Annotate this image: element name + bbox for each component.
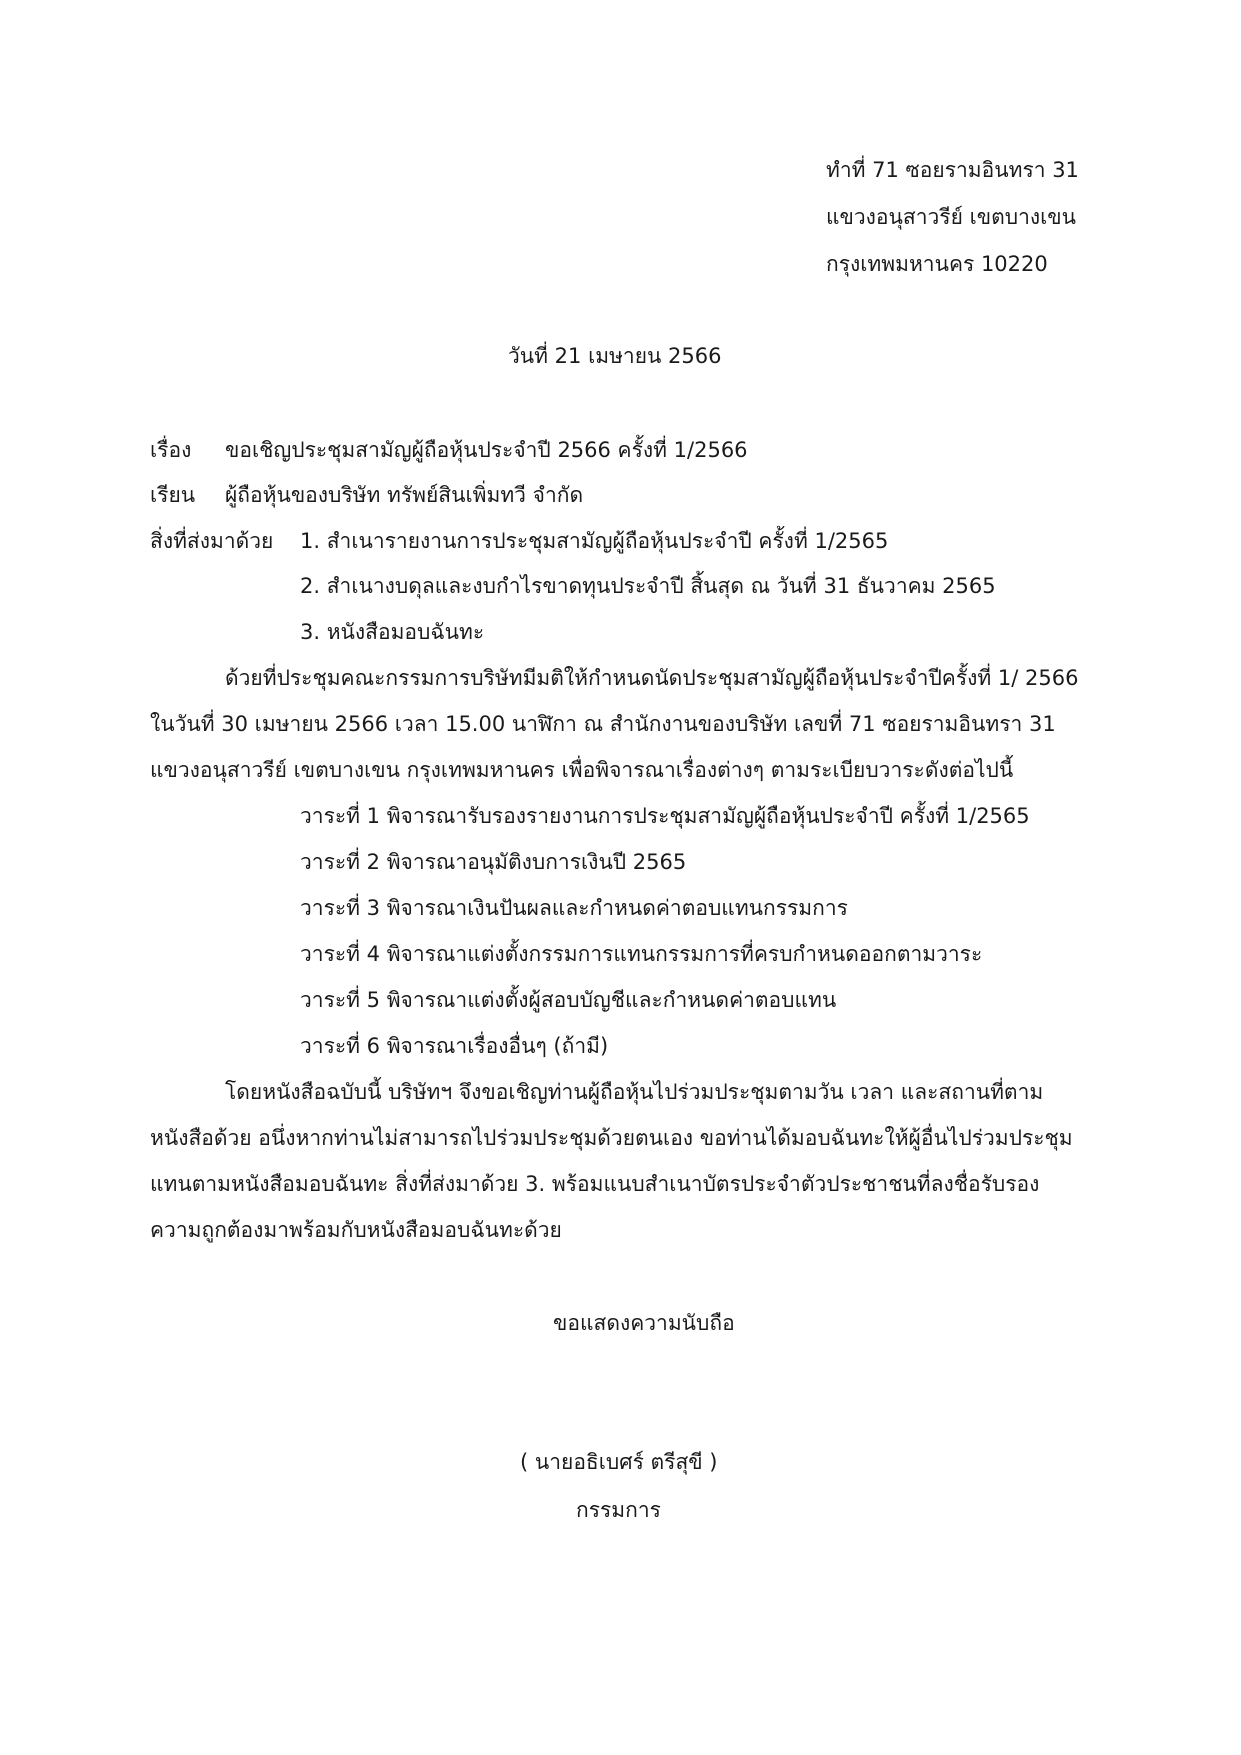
enclosures-label: สิ่งที่ส่งมาด้วย <box>150 529 274 553</box>
agenda-item-3: วาระที่ 3 พิจารณาเงินปันผลและกำหนดค่าตอบแทนกรรมการ <box>300 896 848 920</box>
agenda-item-1: วาระที่ 1 พิจารณารับรองรายงานการประชุมสามัญผู้ถือหุ้นประจำปี ครั้งที่ 1/2565 <box>300 804 1030 828</box>
address-line-2: แขวงอนุสาวรีย์ เขตบางเขน <box>826 205 1077 229</box>
body2-line: โดยหนังสือฉบับนี้ บริษัทฯ จึงขอเชิญท่านผู้ถือหุ้นไปร่วมประชุมตามวัน เวลา และสถานที่ตาม <box>225 1080 1044 1104</box>
body2-line: แทนตามหนังสือมอบฉันทะ สิ่งที่ส่งมาด้วย 3. พร้อมแนบสำเนาบัตรประจำตัวประชาชนที่ลงชื่อรับรอง <box>150 1172 1040 1196</box>
body2-line: หนังสือด้วย อนึ่งหากท่านไม่สามารถไปร่วมประชุมด้วยตนเอง ขอท่านได้มอบฉันทะให้ผู้อื่นไปร่วมประชุม <box>150 1126 1073 1150</box>
signer-title: กรรมการ <box>576 1498 661 1522</box>
agenda-item-2: วาระที่ 2 พิจารณาอนุมัติงบการเงินปี 2565 <box>300 850 687 874</box>
subject-label: เรื่อง <box>150 438 192 462</box>
body1-line: ในวันที่ 30 เมษายน 2566 เวลา 15.00 นาฬิกา ณ สำนักงานของบริษัท เลขที่ 71 ซอยรามอินทรา 31 <box>150 712 1056 736</box>
body2-line: ความถูกต้องมาพร้อมกับหนังสือมอบฉันทะด้วย <box>150 1218 562 1242</box>
letter-date: วันที่ 21 เมษายน 2566 <box>508 344 722 368</box>
enclosure-item: 1. สำเนารายงานการประชุมสามัญผู้ถือหุ้นประจำปี ครั้งที่ 1/2565 <box>300 529 889 553</box>
subject-text: ขอเชิญประชุมสามัญผู้ถือหุ้นประจำปี 2566 ครั้งที่ 1/2566 <box>225 438 748 462</box>
enclosure-item: 2. สำเนางบดุลและงบกำไรขาดทุนประจำปี สิ้นสุด ณ วันที่ 31 ธันวาคม 2565 <box>300 574 996 598</box>
enclosure-item: 3. หนังสือมอบฉันทะ <box>300 620 485 644</box>
signer-name: ( นายอธิเบศร์ ตรีสุขี ) <box>520 1450 718 1474</box>
address-line-3: กรุงเทพมหานคร 10220 <box>826 252 1048 276</box>
body1-line: แขวงอนุสาวรีย์ เขตบางเขน กรุงเทพมหานคร เพื่อพิจารณาเรื่องต่างๆ ตามระเบียบวาระดังต่อไปนี้ <box>150 758 1014 782</box>
agenda-item-5: วาระที่ 5 พิจารณาแต่งตั้งผู้สอบบัญชีและกำหนดค่าตอบแทน <box>300 988 837 1012</box>
address-line-1: ทำที่ 71 ซอยรามอินทรา 31 <box>826 158 1079 182</box>
recipient-text: ผู้ถือหุ้นของบริษัท ทรัพย์สินเพิ่มทวี จำกัด <box>225 483 584 507</box>
agenda-item-4: วาระที่ 4 พิจารณาแต่งตั้งกรรมการแทนกรรมการที่ครบกำหนดออกตามวาระ <box>300 942 983 966</box>
agenda-item-6: วาระที่ 6 พิจารณาเรื่องอื่นๆ (ถ้ามี) <box>300 1034 609 1058</box>
recipient-label: เรียน <box>150 483 196 507</box>
body1-line: ด้วยที่ประชุมคณะกรรมการบริษัทมีมติให้กำหนดนัดประชุมสามัญผู้ถือหุ้นประจำปีครั้งที่ 1/ 2566 <box>225 666 1079 690</box>
closing-text: ขอแสดงความนับถือ <box>553 1311 735 1335</box>
